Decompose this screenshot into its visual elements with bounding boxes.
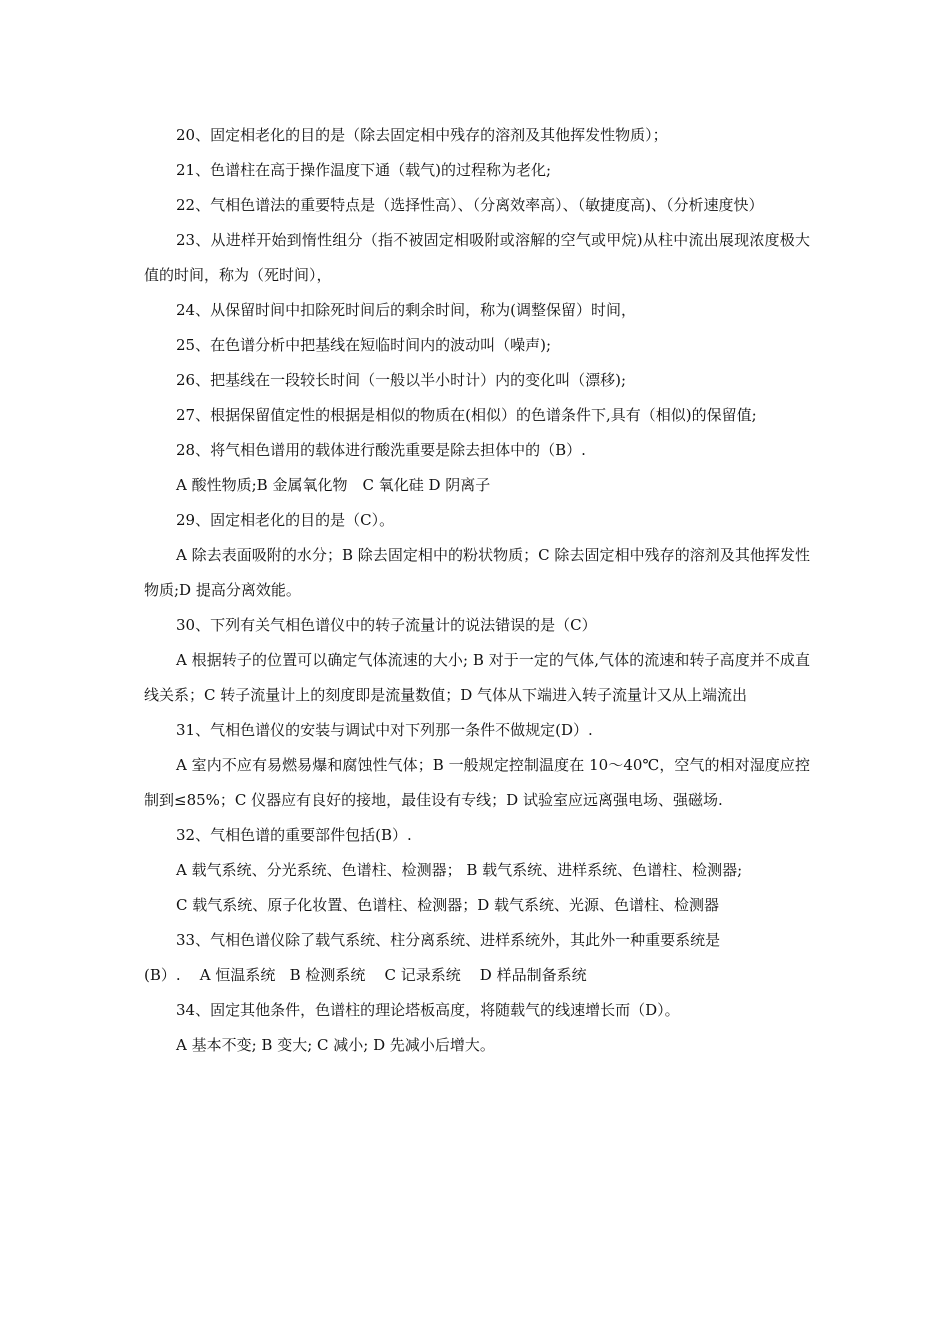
options-q34: A 基本不变; B 变大; C 减小; D 先减小后增大。 [176, 1036, 495, 1054]
options-q31: A 室内不应有易燃易爆和腐蚀性气体；B 一般规定控制温度在 10～40℃，空气的相对湿度应控制到≤85%；C 仪器应有良好的接地，最佳设有专线；D 试验室应远离强电场、强磁场. [144, 756, 810, 809]
options-q33: (B）. A 恒温系统 B 检测系统 C 记录系统 D 样品制备系统 [144, 966, 587, 984]
paragraph-q26: 26、把基线在一段较长时间（一般以半小时计）内的变化叫（漂移); [176, 371, 626, 389]
paragraph-q20: 20、固定相老化的目的是（除去固定相中残存的溶剂及其他挥发性物质）； [176, 126, 668, 144]
paragraph-q23: 23、从进样开始到惰性组分（指不被固定相吸附或溶解的空气或甲烷)从柱中流出展现浓度极大值的时间，称为（死时间）， [144, 231, 810, 284]
paragraph-q31: 31、气相色谱仪的安装与调试中对下列那一条件不做规定(D）. [176, 721, 593, 739]
paragraph-q29: 29、固定相老化的目的是（C）。 [176, 511, 395, 529]
paragraph-q21: 21、色谱柱在高于操作温度下通（载气)的过程称为老化; [176, 161, 551, 179]
paragraph-q34: 34、固定其他条件，色谱柱的理论塔板高度，将随载气的线速增长而（D）。 [176, 1001, 680, 1019]
paragraph-q22: 22、气相色谱法的重要特点是（选择性高）、（分离效率高）、（敏捷度高)、（分析速度快） [176, 196, 764, 214]
paragraph-q33: 33、气相色谱仪除了载气系统、柱分离系统、进样系统外，其此外一种重要系统是 [176, 931, 721, 949]
options-q30: A 根据转子的位置可以确定气体流速的大小; B 对于一定的气体,气体的流速和转子高度并不成直线关系；C 转子流量计上的刻度即是流量数值；D 气体从下端进入转子流量计又从上端流出 [144, 651, 810, 704]
options-q32-line1: A 载气系统、分光系统、色谱柱、检测器； B 载气系统、进样系统、色谱柱、检测器; [176, 861, 743, 879]
paragraph-q30: 30、下列有关气相色谱仪中的转子流量计的说法错误的是（C） [176, 616, 597, 634]
paragraph-q25: 25、在色谱分析中把基线在短临时间内的波动叫（噪声); [176, 336, 551, 354]
paragraph-q28: 28、将气相色谱用的载体进行酸洗重要是除去担体中的（B）. [176, 441, 586, 459]
document-body [144, 118, 810, 1063]
paragraph-q27: 27、根据保留值定性的根据是相似的物质在(相似）的色谱条件下,具有（相似)的保留值; [176, 406, 757, 424]
paragraph-q24: 24、从保留时间中扣除死时间后的剩余时间，称为(调整保留）时间， [176, 301, 636, 319]
paragraph-q32: 32、气相色谱的重要部件包括(B）. [176, 826, 412, 844]
options-q28: A 酸性物质;B 金属氧化物 C 氧化硅 D 阴离子 [176, 476, 491, 494]
options-q29: A 除去表面吸附的水分；B 除去固定相中的粉状物质；C 除去固定相中残存的溶剂及其他挥发性物质;D 提高分离效能。 [144, 546, 810, 599]
options-q32-line2: C 载气系统、原子化妆置、色谱柱、检测器；D 载气系统、光源、色谱柱、检测器 [176, 896, 720, 914]
